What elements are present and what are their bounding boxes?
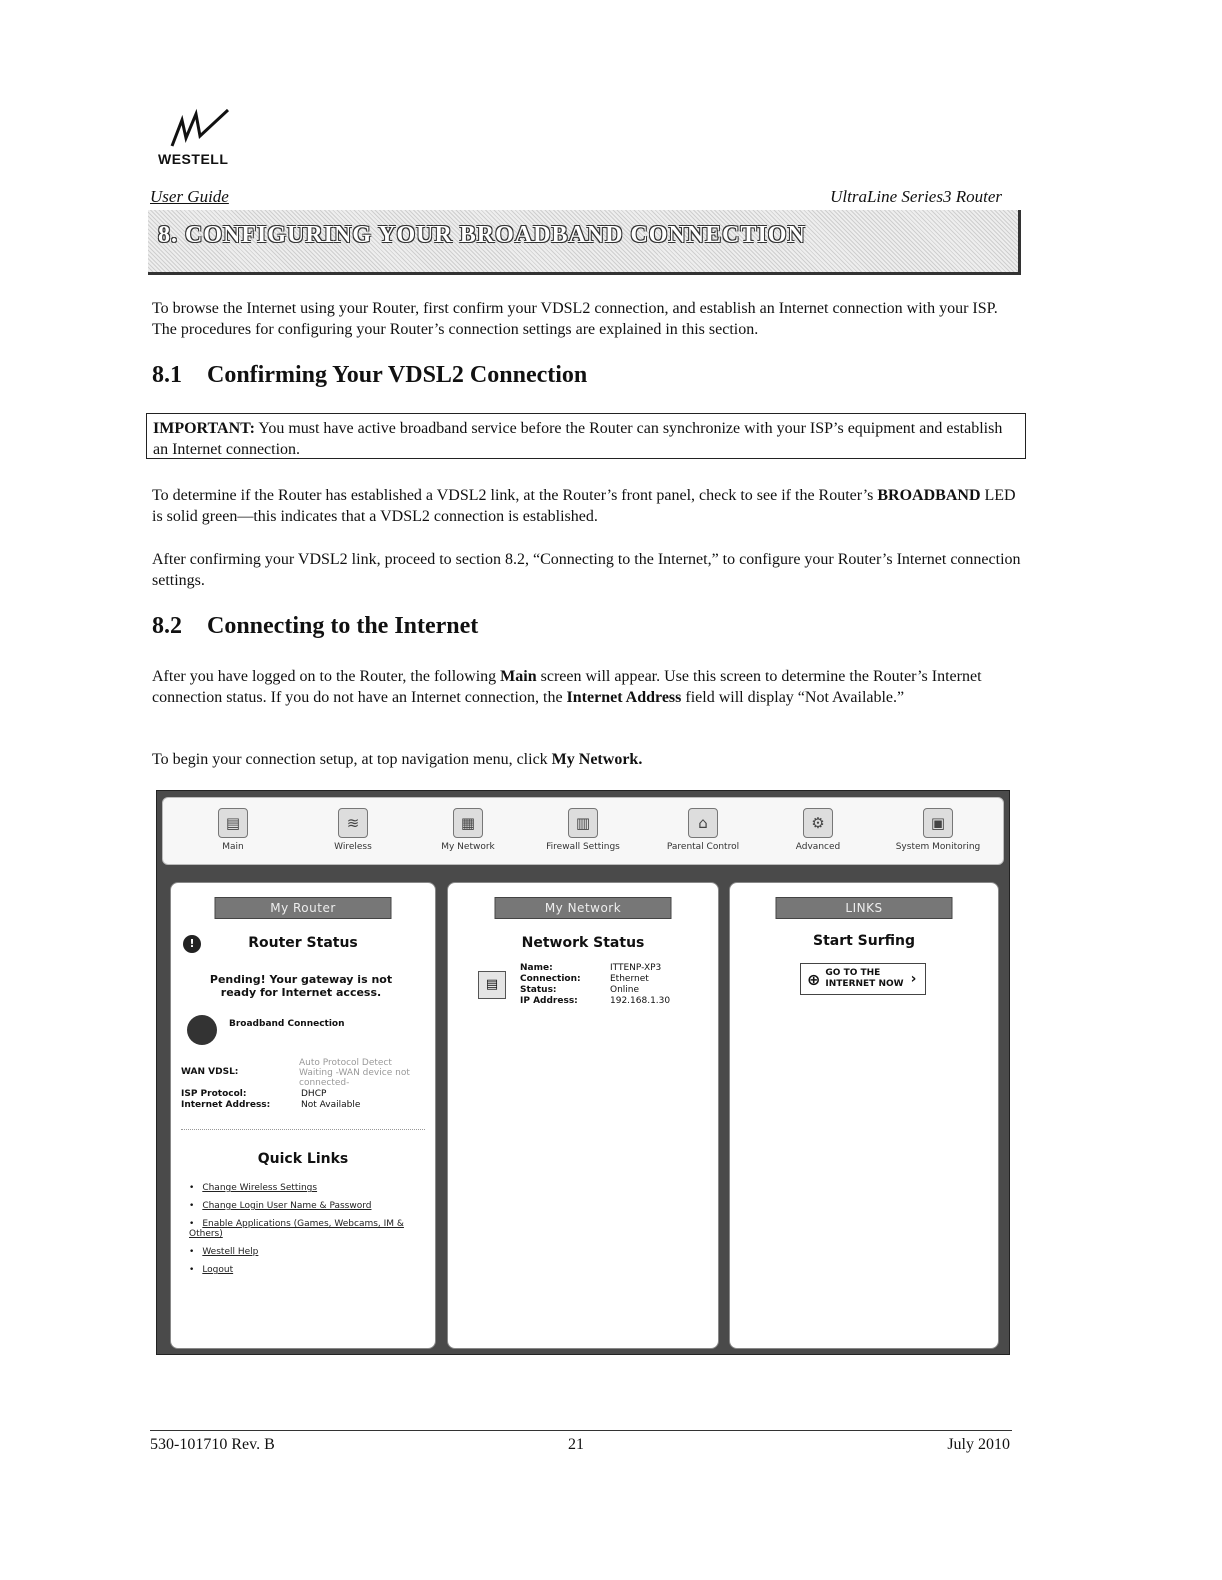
section-number: 8.1 xyxy=(152,362,182,388)
globe-icon: ⊕ xyxy=(807,969,821,989)
main-label: Main xyxy=(500,668,537,685)
nav-my-network[interactable] xyxy=(428,798,508,864)
ip-address-label: IP Address: xyxy=(520,996,578,1006)
isp-protocol-label: ISP Protocol: xyxy=(181,1089,247,1099)
name-label: Name: xyxy=(520,963,553,973)
quick-links-list xyxy=(189,1183,429,1283)
text-run: After you have logged on to the Router, the following xyxy=(152,668,501,685)
internet-address-label: Internet Address: xyxy=(181,1100,271,1110)
logged-paragraph xyxy=(152,666,1022,708)
divider xyxy=(181,1129,425,1130)
section-title: Confirming Your VDSL2 Connection xyxy=(207,362,588,388)
logo-text: WESTELL xyxy=(158,151,229,167)
quick-link[interactable]: Westell Help xyxy=(202,1247,259,1257)
broadband-connection-label: Broadband Connection xyxy=(229,1019,345,1029)
section-8-2-heading xyxy=(152,613,478,640)
header-user-guide: User Guide xyxy=(150,187,229,206)
quick-link[interactable]: Logout xyxy=(202,1265,234,1275)
list-item xyxy=(189,1183,429,1193)
quick-links-title: Quick Links xyxy=(257,1151,349,1167)
start-surfing-title: Start Surfing xyxy=(812,933,915,949)
links-tab[interactable]: LINKS xyxy=(776,897,953,919)
footer-page-number: 21 xyxy=(568,1436,584,1453)
main-icon: ▤ xyxy=(218,808,248,838)
chevron-right-icon: › xyxy=(910,971,917,987)
my-network-tab[interactable]: My Network xyxy=(495,897,672,919)
text-run: To begin your connection setup, at top navigation menu, click xyxy=(152,751,552,768)
pending-message: Pending! Your gateway is not ready for Internet access. xyxy=(209,973,393,999)
network-icon: ▦ xyxy=(453,808,483,838)
header-product: UltraLine Series3 Router xyxy=(830,187,1002,206)
alert-icon: ! xyxy=(183,935,201,953)
nav-label: Firewall Settings xyxy=(546,842,620,852)
intro-paragraph: To browse the Internet using your Router, first confirm your VDSL2 connection, and establish an Internet connection with your ISP. The procedures for configuring your Router’s connection settings are explained in this section. xyxy=(152,300,998,338)
name-value: ITTENP-XP3 xyxy=(610,963,662,973)
nav-system-monitoring[interactable] xyxy=(883,798,993,864)
footer-doc-number: 530-101710 Rev. B xyxy=(150,1436,275,1453)
monitor-icon: ▣ xyxy=(923,808,953,838)
my-router-panel xyxy=(170,882,436,1349)
internet-address-label: Internet Address xyxy=(566,689,682,706)
list-item xyxy=(189,1247,429,1257)
wireless-icon: ≋ xyxy=(338,808,368,838)
chapter-title: 8. CONFIGURING YOUR BROADBAND CONNECTION xyxy=(158,222,806,248)
globe-icon xyxy=(187,1015,217,1045)
determine-paragraph xyxy=(152,485,1022,527)
important-text: You must have active broadband service before the Router can synchronize with your ISP’s equipment and establish an Internet connection. xyxy=(153,420,1003,458)
nav-main[interactable] xyxy=(193,798,273,864)
text-run: screen will appear. Use this screen to determine the Router’s Internet connection status. If you do not have an Internet connection, the xyxy=(152,668,982,706)
section-number: 8.2 xyxy=(152,613,182,639)
nav-label: Parental Control xyxy=(666,842,740,852)
text-run: field will display “Not Available.” xyxy=(681,689,905,706)
router-status-title: Router Status xyxy=(248,935,358,951)
button-label xyxy=(825,968,903,990)
important-label: IMPORTANT: xyxy=(153,420,255,437)
my-network-panel xyxy=(447,882,719,1349)
nav-label: Wireless xyxy=(334,842,372,852)
status-label: Status: xyxy=(520,985,557,995)
computer-icon: ▤ xyxy=(478,971,506,999)
westell-logo-icon xyxy=(168,108,248,150)
nav-wireless[interactable] xyxy=(313,798,393,864)
quick-link[interactable]: Enable Applications (Games, Webcams, IM & Others) xyxy=(189,1219,404,1239)
links-panel xyxy=(729,882,999,1349)
text-run: LED is solid green—this indicates that a VDSL2 connection is established. xyxy=(152,487,1016,525)
nav-parental-control[interactable] xyxy=(653,798,753,864)
connection-value: Ethernet xyxy=(610,974,649,984)
text-run: To determine if the Router has established a VDSL2 link, at the Router’s front panel, check to see if the Router’s xyxy=(152,487,878,504)
list-item xyxy=(189,1219,429,1239)
nav-firewall[interactable] xyxy=(533,798,633,864)
quick-link[interactable]: Change Login User Name & Password xyxy=(202,1201,372,1211)
list-item xyxy=(189,1265,429,1275)
important-note xyxy=(146,413,1026,459)
nav-label: Main xyxy=(222,842,244,852)
network-status-title: Network Status xyxy=(521,935,645,951)
broadband-label: BROADBAND xyxy=(877,487,981,504)
footer-divider xyxy=(150,1430,1012,1431)
quick-link[interactable]: Change Wireless Settings xyxy=(202,1183,318,1193)
button-line: INTERNET NOW xyxy=(825,979,904,989)
connection-label: Connection: xyxy=(520,974,581,984)
nav-label: System Monitoring xyxy=(895,842,981,852)
nav-label: My Network xyxy=(441,842,495,852)
after-paragraph: After confirming your VDSL2 link, proceed to section 8.2, “Connecting to the Internet,” to configure your Router’s Internet connection settings. xyxy=(152,551,1021,589)
lock-icon: ⌂ xyxy=(688,808,718,838)
footer-date: July 2010 xyxy=(947,1436,1010,1453)
begin-paragraph xyxy=(152,749,1022,770)
wan-vdsl-value: Auto Protocol Detect Waiting -WAN device not connected- xyxy=(299,1058,410,1088)
nav-label: Advanced xyxy=(795,842,841,852)
ip-address-value: 192.168.1.30 xyxy=(610,996,671,1006)
isp-protocol-value: DHCP xyxy=(301,1089,327,1099)
internet-address-value: Not Available xyxy=(301,1100,361,1110)
top-navigation xyxy=(162,797,1004,865)
list-item xyxy=(189,1201,429,1211)
advanced-icon: ⚙ xyxy=(803,808,833,838)
section-title: Connecting to the Internet xyxy=(207,613,479,639)
status-value: Online xyxy=(610,985,640,995)
wan-vdsl-label: WAN VDSL: xyxy=(181,1067,239,1077)
my-network-label: My Network. xyxy=(551,751,643,768)
button-line: GO TO THE xyxy=(825,968,881,978)
my-router-tab[interactable]: My Router xyxy=(215,897,392,919)
nav-advanced[interactable] xyxy=(778,798,858,864)
go-to-internet-button[interactable] xyxy=(800,963,926,995)
firewall-icon: ▥ xyxy=(568,808,598,838)
section-8-1-heading xyxy=(152,362,587,389)
